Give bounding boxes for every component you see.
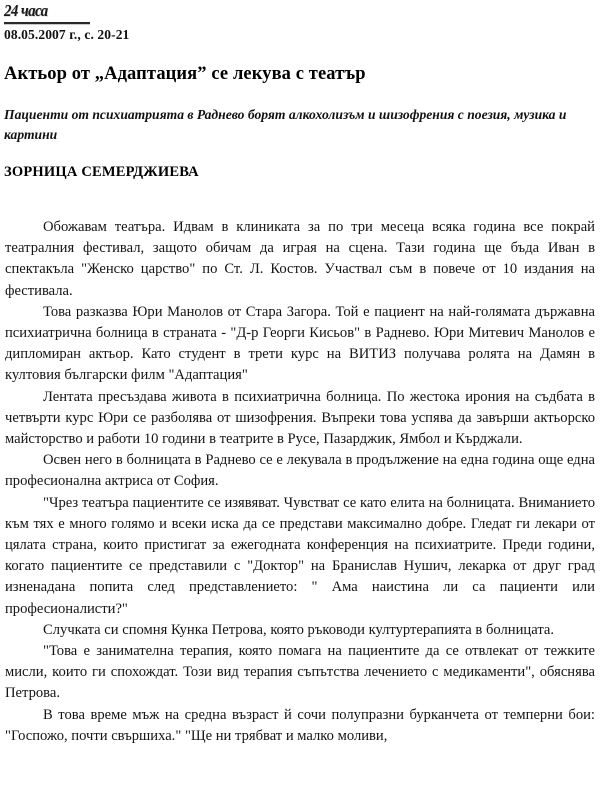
article-paragraph: Това разказва Юри Манолов от Стара Загора. Той е пациент на най-голямата държавна психиатрична болница в страната - "Д-р Георги Кисьов" в Раднево. Юри Митевич Манолов е дипломиран актьор. Като студент в трети курс на ВИТИЗ получава ролята на Дамян в култовия български филм "Адаптация" <box>5 303 595 384</box>
article-subheadline: Пациенти от психиатрията в Раднево борят алкохолизъм и шизофрения с поезия, музика и картини <box>4 107 567 142</box>
article-paragraph: Обожавам театъра. Идвам в клиниката за по три месеца всяка година все покрай театралния фестивал, защото обичам да играя на сцена. Тази година ще бъда Иван в спектакъла "Женско царство" по Ст. Л. Костов. Участвал съм в повече от 10 издания на фестивала. <box>5 219 595 299</box>
article-paragraph: "Това е занимателна терапия, която помага на пациентите да се отвлекат от тежките мисли, които ги спохождат. Този вид терапия съпътства лечението с медикаменти", обяснява Петрова. <box>5 643 595 702</box>
dateline: 08.05.2007 г., с. 20-21 <box>4 27 130 42</box>
article-byline: ЗОРНИЦА СЕМЕРДЖИЕВА <box>4 164 199 180</box>
article-paragraph: Лентата пресъздава живота в психиатрична болница. По жестока ирония на съдбата в четвърти курс Юри се разболява от шизофрения. Въпреки това успява да завърши актьорско майсторство и работи 10 години в театрите в Русе, Пазарджик, Ямбол и Кърджали. <box>5 388 595 448</box>
article-body <box>5 217 595 747</box>
article-headline: Актьор от „Адаптация” се лекува с театър <box>4 64 366 84</box>
article-paragraph: Освен него в болницата в Раднево се е лекувала в продължение на една година още една професионална актриса от София. <box>5 452 595 490</box>
article-paragraph: "Чрез театъра пациентите се изявяват. Чувстват се като елита на болницата. Вниманието към тях е много голямо и всеки иска да се представи максимално добре. Гледат ги лекари от цялата страна, които пристигат за ежегодната конференция на психиатрите. Преди години, когато пациентите се представили с "Доктор" на Бранислав Нушич, лекарка от друг град изненадана попита след представлението: " Ама наистина ли са пациенти или професионалисти?" <box>5 494 595 617</box>
masthead <box>4 2 600 22</box>
article-paragraph: В това време мъж на средна възраст й сочи полупразни бурканчета от темперни бои: "Госпожо, почти свършиха." "Ще ни трябват и малко моливи, <box>5 706 595 744</box>
masthead-underline-rule <box>4 22 90 24</box>
article-paragraph: Случката си спомня Кунка Петрова, която ръководи културтерапията в болницата. <box>43 621 554 638</box>
newspaper-clipping-page <box>0 2 600 802</box>
newspaper-logo: 24 часа <box>4 1 48 20</box>
